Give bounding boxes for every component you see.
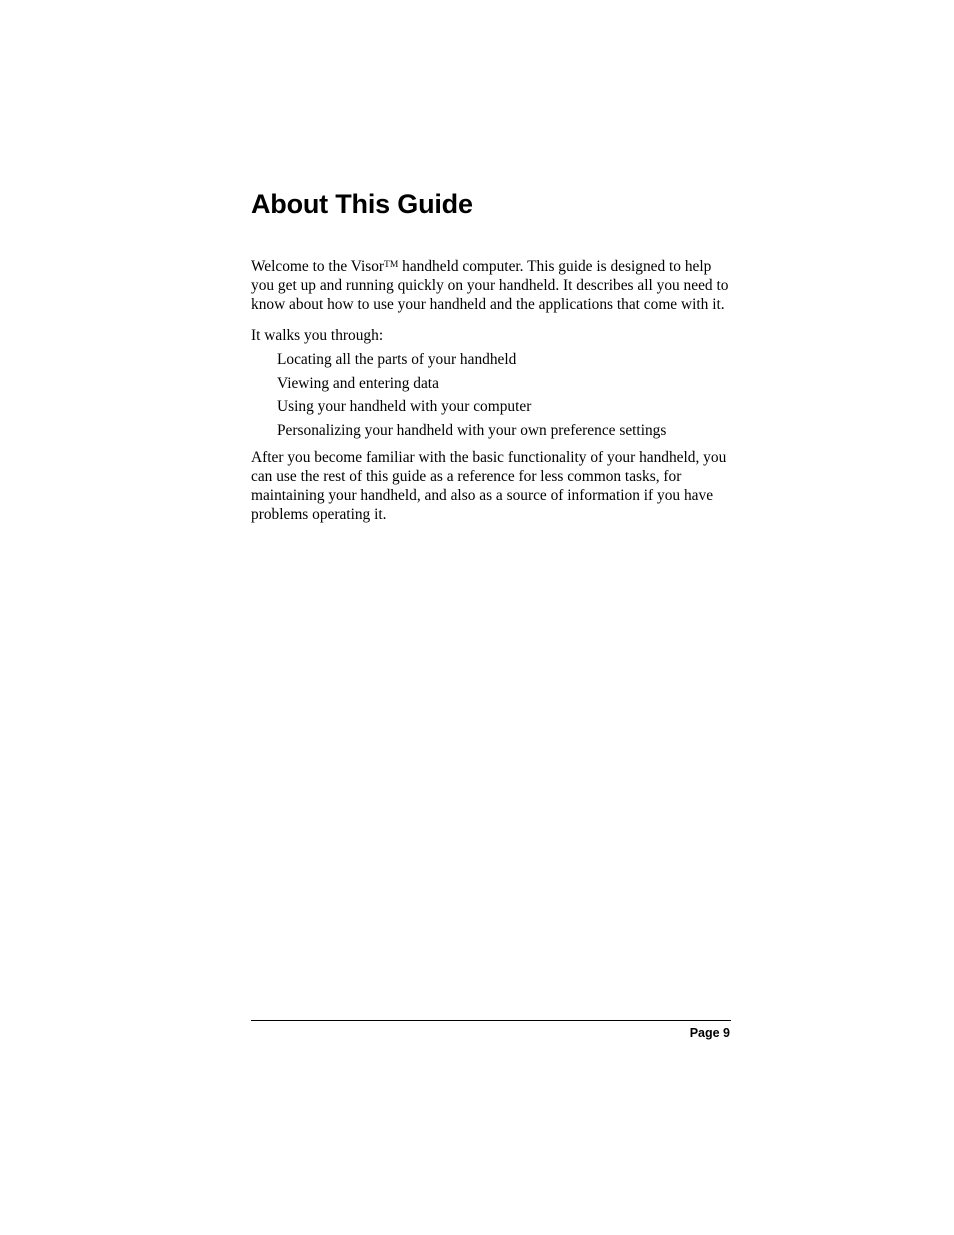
- closing-paragraph: After you become familiar with the basic functionality of your handheld, you can use the rest of this guide as a reference for less common tasks, for maintaining your handheld, and also as a source of information if you have problems operating it.: [251, 448, 727, 523]
- topic-list: [251, 350, 731, 440]
- trademark-mark: TM: [384, 260, 399, 270]
- list-item: Viewing and entering data: [277, 374, 439, 392]
- footer-divider: [251, 1020, 731, 1021]
- intro-text-start: Welcome to the Visor: [251, 258, 385, 275]
- page-number: Page 9: [689, 1026, 730, 1040]
- main-content: [251, 186, 731, 524]
- list-item: Locating all the parts of your handheld: [277, 351, 517, 368]
- list-item: Personalizing your handheld with your own preference settings: [277, 421, 667, 439]
- intro-paragraph: [251, 256, 731, 314]
- list-item: Using your handheld with your computer: [277, 398, 532, 415]
- walkthrough-intro: It walks you through:: [251, 327, 384, 344]
- intro-text-end: handheld computer. This guide is designed to help you get up and running quickly on your handheld. It describes all you need to know about how to use your handheld and the applications that come with it.: [251, 258, 729, 313]
- page-title: About This Guide: [251, 189, 473, 219]
